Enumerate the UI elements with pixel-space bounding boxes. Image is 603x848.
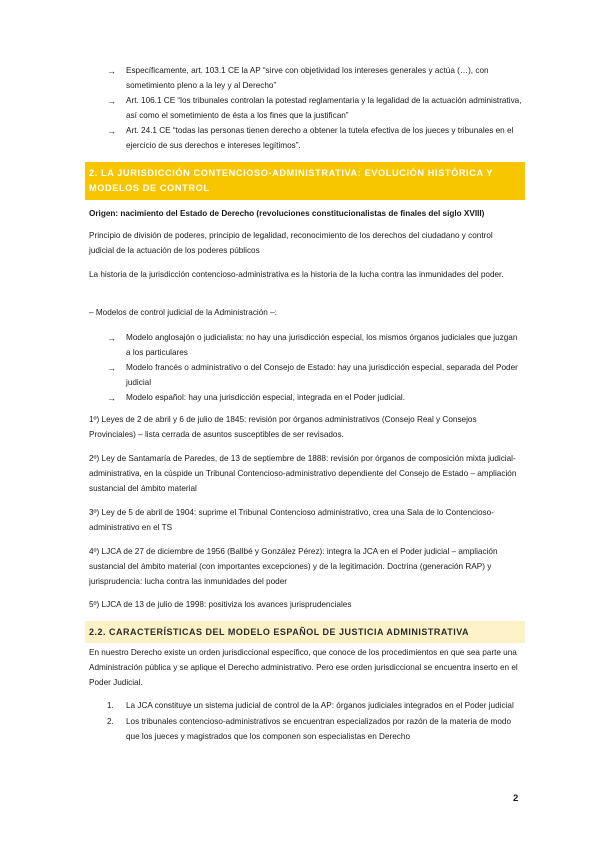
subsection-heading: 2.2. CARACTERÍSTICAS DEL MODELO ESPAÑOL DE JUSTICIA ADMINISTRATIVA — [85, 621, 525, 643]
list-item — [107, 94, 522, 123]
arrow-bullet-icon: → — [107, 393, 116, 403]
list-item-number: 1. — [107, 701, 114, 710]
origin-paragraph: Origen: nacimiento del Estado de Derecho (revoluciones constitucionalistas de finales del siglo XVIII) — [89, 209, 485, 218]
models-heading: – Modelos de control judicial de la Administración –: — [89, 308, 277, 317]
milestone-paragraph: 2º) Ley de Santamaría de Paredes, de 13 de septiembre de 1888: revisión por órganos de composición mixta judicial-administrativa, en la cúspide un Tribunal Contencioso-administrativo dependiente del Consejo de Estado – ampliación sustancial del ámbito material — [89, 454, 517, 493]
section-heading: 2. LA JURISDICCIÓN CONTENCIOSO-ADMINISTRATIVA: EVOLUCIÓN HISTÓRICA Y MODELOS DE CONTROL — [85, 162, 525, 200]
page-number: 2 — [513, 793, 519, 804]
milestone-paragraph: 1º) Leyes de 2 de abril y 6 de julio de 1845: revisión por órganos administrativos (Consejo Real y Consejos Provinciales) – lista cerrada de asuntos susceptibles de ser revisados. — [89, 415, 477, 439]
list-item-text: Modelo español: hay una jurisdicción especial, integrada en el Poder judicial. — [126, 393, 406, 402]
arrow-bullet-icon: → — [107, 363, 116, 373]
characteristics-list — [107, 698, 522, 744]
milestone-paragraph: 3º) Ley de 5 de abril de 1904: suprime el Tribunal Contencioso administrativo, crea una Sala de lo Contencioso-administrativo en el TS — [89, 508, 494, 532]
list-item-text: Modelo anglosajón o judicialista: no hay una jurisdicción especial, los mismos órganos judiciales que juzgan a los particulares — [126, 333, 518, 357]
list-item — [107, 331, 522, 360]
list-item — [107, 361, 522, 390]
milestone-paragraph: 4º) LJCA de 27 de diciembre de 1956 (Ballbé y González Pérez): integra la JCA en el Poder judicial – ampliación sustancial del ámbito material (con importantes excepciones) y de la legitimación. Doctrina (generación RAP) y jurisprudencia: lucha contra las inmunidades del poder — [89, 547, 498, 586]
arrow-bullet-icon: → — [107, 96, 116, 106]
milestone-paragraph: 5º) LJCA de 13 de julio de 1998: positiviza los avances jurisprudenciales — [89, 600, 352, 609]
constitution-articles-list — [107, 64, 522, 153]
list-item-text: Los tribunales contencioso-administrativos se encuentran especializados por razón de la materia de modo que los jueces y magistrados que los componen son especialistas en Derecho — [126, 717, 512, 741]
list-item-text: Art. 106.1 CE “los tribunales controlan la potestad reglamentaria y la legalidad de la actuación administrativa, así como el sometimiento de ésta a los fines que la justifican” — [126, 96, 522, 120]
arrow-bullet-icon: → — [107, 66, 116, 76]
control-models-list — [107, 331, 522, 406]
list-item — [107, 698, 522, 713]
list-item-text: Específicamente, art. 103.1 CE la AP “sirve con objetividad los intereses generales y actúa (…), con sometimiento pleno a la ley y al Derecho” — [126, 66, 489, 90]
list-item — [107, 124, 522, 153]
arrow-bullet-icon: → — [107, 126, 116, 136]
list-item-number: 2. — [107, 717, 114, 726]
list-item — [107, 391, 522, 406]
list-item-text: Art. 24.1 CE “todas las personas tienen derecho a obtener la tutela efectiva de los jueces y tribunales en el ejercicio de sus derechos e intereses legítimos”. — [126, 126, 514, 150]
list-item — [107, 714, 522, 744]
list-item — [107, 64, 522, 93]
arrow-bullet-icon: → — [107, 333, 116, 343]
history-paragraph: La historia de la jurisdicción contencioso-administrativa es la historia de la lucha contra las inmunidades del poder. — [89, 270, 504, 279]
list-item-text: La JCA constituye un sistema judicial de control de la AP: órganos judiciales integrados en el Poder judicial — [126, 701, 514, 710]
list-item-text: Modelo francés o administrativo o del Consejo de Estado: hay una jurisdicción especial, separada del Poder judicial — [126, 363, 518, 387]
principles-paragraph: Principio de división de poderes, principio de legalidad, reconocimiento de los derechos del ciudadano y control judicial de la actuación de los poderes públicos — [89, 231, 493, 255]
intro-paragraph: En nuestro Derecho existe un orden jurisdiccional específico, que conoce de los procedimientos en que sea parte una Administración pública y se aplique el Derecho administrativo. Pero ese orden jurisdiccional se encuentra inserto en el Poder Judicial. — [89, 648, 518, 687]
